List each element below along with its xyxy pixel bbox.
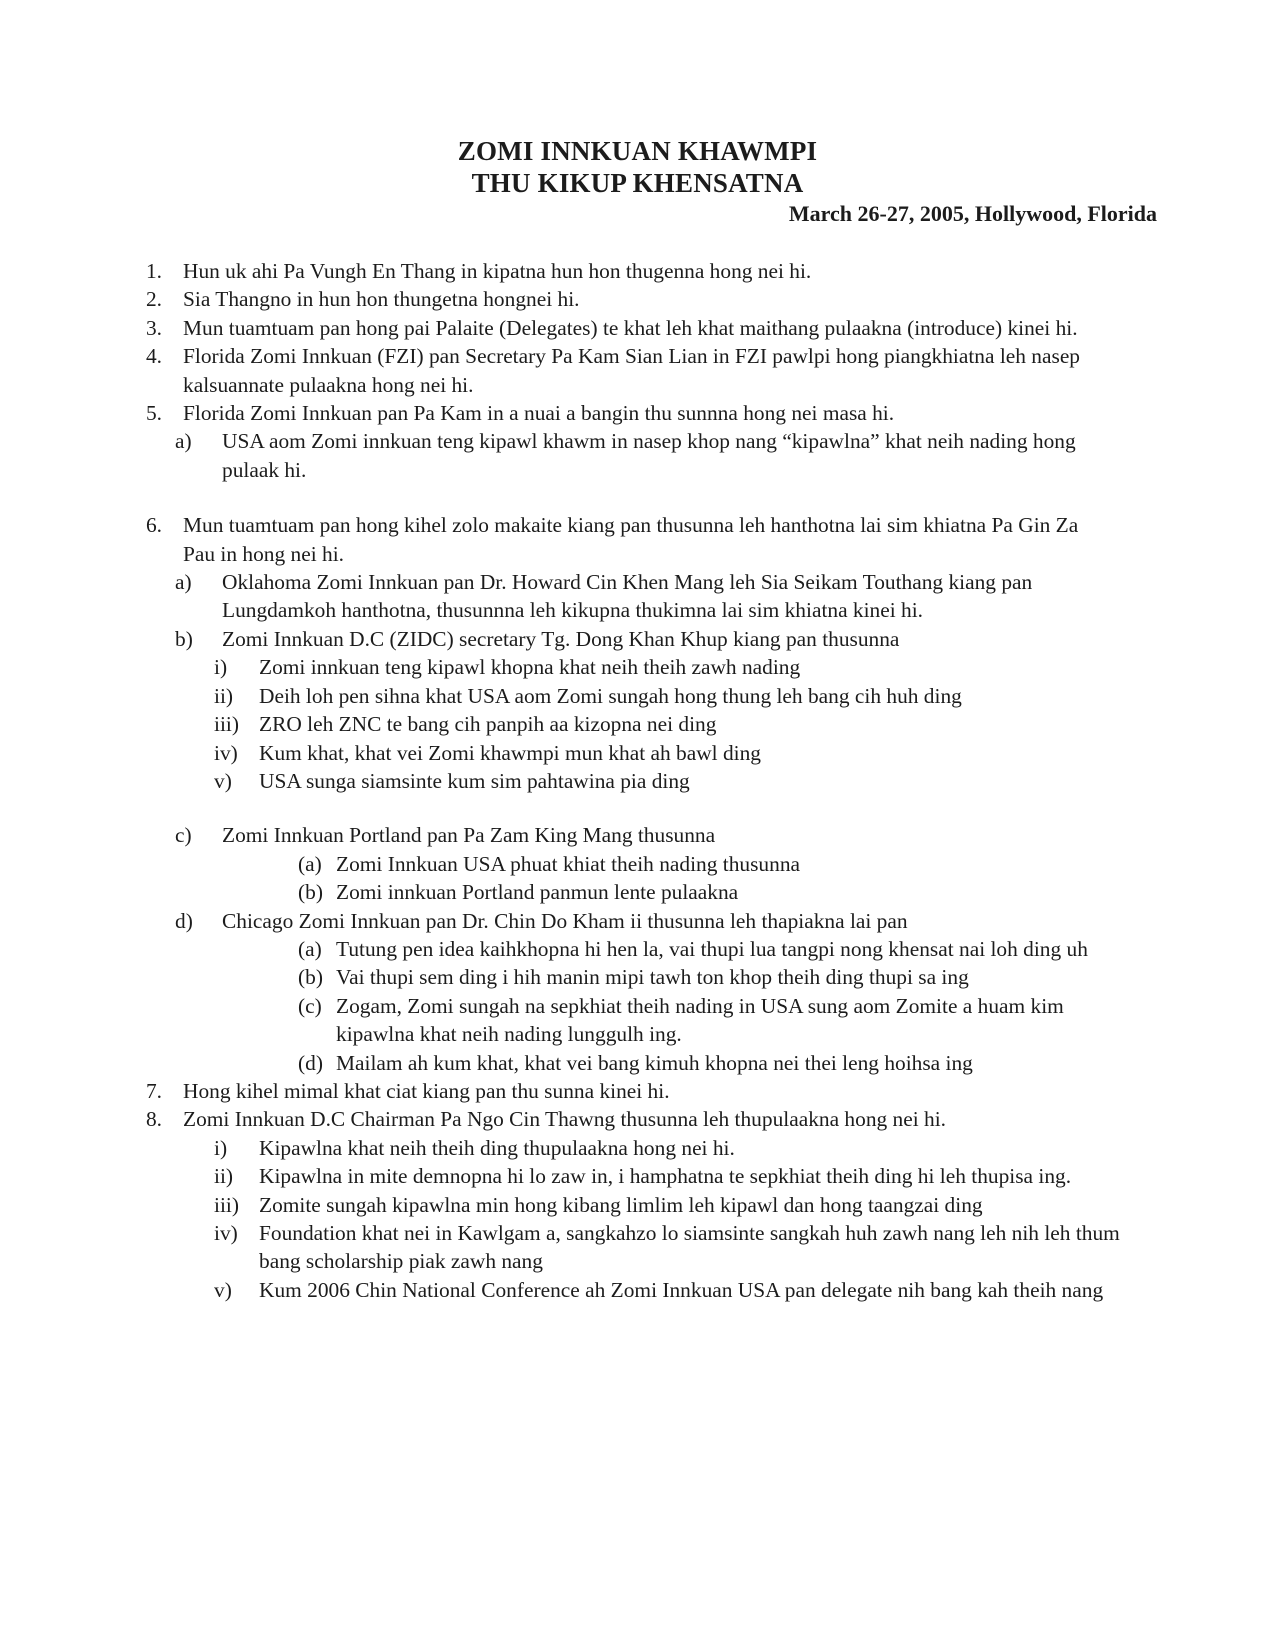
date-location: March 26-27, 2005, Hollywood, Florida (788, 201, 1157, 226)
list-subsubitem-6b-i (0, 653, 1275, 681)
subsubitem-text: Mailam ah kum khat, khat vei bang kimuh khopna nei thei leng hoihsa ing (336, 1050, 973, 1075)
item-number: 4. (145, 344, 162, 369)
subitem-text: Oklahoma Zomi Innkuan pan Dr. Howard Cin Khen Mang leh Sia Seikam Touthang kiang pan Lungdamkoh hanthotna, thusunnna leh kikupna thukimna lai sim khiatna kinei hi. (222, 570, 1033, 623)
list-subsubitem-6c-b (0, 878, 1275, 906)
list-item-3 (0, 314, 1275, 342)
subitem-label: i) (214, 1135, 228, 1160)
item-text: Mun tuamtuam pan hong kihel zolo makaite kiang pan thusunna leh hanthotna lai sim khiatna Pa Gin Za Pau in hong nei hi. (183, 513, 1079, 566)
list-item-4 (0, 342, 1275, 399)
subsubitem-label: (d) (298, 1050, 323, 1075)
subitem-label: d) (175, 908, 193, 933)
item-text: Hun uk ahi Pa Vungh En Thang in kipatna hun hon thugenna hong nei hi. (183, 259, 812, 283)
subitem-label: b) (175, 626, 193, 651)
list-subitem-8-v (0, 1276, 1275, 1304)
list-item-1 (0, 257, 1275, 285)
subsubitem-label: v) (214, 768, 232, 793)
subsubitem-label: iii) (214, 712, 239, 737)
subsubitem-text: ZRO leh ZNC te bang cih panpih aa kizopna nei ding (259, 712, 717, 737)
subitem-label: a) (175, 429, 192, 454)
list-item-5 (0, 399, 1275, 427)
list-subsubitem-6d-d (0, 1049, 1275, 1077)
subsubitem-text: Zomi innkuan teng kipawl khopna khat neih theih zawh nading (259, 655, 801, 680)
list-subsubitem-6d-c (0, 992, 1275, 1049)
list-subsubitem-6b-iv (0, 739, 1275, 767)
subitem-text: Kipawlna khat neih theih ding thupulaakna hong nei hi. (259, 1135, 735, 1160)
subsubitem-label: iv) (214, 740, 238, 765)
item-number: 1. (145, 259, 162, 283)
subsubitem-text: Zogam, Zomi sungah na sepkhiat theih nading in USA sung aom Zomite a huam kim kipawlna khat neih nading lunggulh ing. (336, 993, 1064, 1047)
list-item-7 (0, 1077, 1275, 1105)
item-number: 3. (145, 315, 162, 340)
list-item-6 (0, 511, 1275, 568)
item-text: Florida Zomi Innkuan pan Pa Kam in a nuai a bangin thu sunnna hong nei masa hi. (183, 401, 895, 426)
list-subitem-6b (0, 625, 1275, 653)
item-number: 2. (145, 287, 162, 312)
list-subitem-5a (0, 427, 1275, 484)
list-subsubitem-6b-iii (0, 710, 1275, 738)
item-text: Hong kihel mimal khat ciat kiang pan thu sunna kinei hi. (183, 1078, 670, 1103)
list-subsubitem-6d-a (0, 935, 1275, 963)
list-subsubitem-6c-a (0, 850, 1275, 878)
item-number: 6. (145, 513, 162, 538)
subsubitem-text: Zomi innkuan Portland panmun lente pulaakna (336, 880, 739, 905)
subsubitem-text: Vai thupi sem ding i hih manin mipi tawh ton khop theih ding thupi sa ing (336, 965, 969, 990)
subsubitem-label: (a) (298, 851, 322, 876)
list-subitem-8-iv (0, 1219, 1275, 1276)
subitem-label: c) (175, 823, 192, 848)
item-text: Sia Thangno in hun hon thungetna hongnei hi. (183, 287, 580, 312)
list-subsubitem-6d-b (0, 963, 1275, 991)
subitem-label: a) (175, 570, 192, 595)
list-subitem-6a (0, 568, 1275, 625)
subitem-label: v) (214, 1277, 232, 1302)
item-number: 5. (145, 401, 162, 426)
subsubitem-text: USA sunga siamsinte kum sim pahtawina pia ding (259, 768, 690, 793)
list-subitem-6c (0, 821, 1275, 849)
subitem-text: Zomite sungah kipawlna min hong kibang limlim leh kipawl dan hong taangzai ding (259, 1192, 983, 1217)
list-subitem-8-i (0, 1134, 1275, 1162)
subsubitem-text: Tutung pen idea kaihkhopna hi hen la, vai thupi lua tangpi nong khensat nai loh ding uh (336, 936, 1088, 961)
spacer (0, 795, 1275, 821)
list-subitem-8-iii (0, 1191, 1275, 1219)
document-title-line1: ZOMI INNKUAN KHAWMPI (457, 136, 818, 166)
item-text: Florida Zomi Innkuan (FZI) pan Secretary Pa Kam Sian Lian in FZI pawlpi hong piangkhiatna leh nasep kalsuannate pulaakna hong nei hi. (183, 344, 1081, 397)
subitem-text: Zomi Innkuan Portland pan Pa Zam King Mang thusunna (222, 823, 716, 848)
subitem-label: ii) (214, 1164, 234, 1189)
subitem-label: iii) (214, 1192, 239, 1217)
item-number: 7. (145, 1078, 162, 1103)
subsubitem-label: (a) (298, 936, 322, 961)
subitem-text: Zomi Innkuan D.C (ZIDC) secretary Tg. Dong Khan Khup kiang pan thusunna (222, 626, 900, 651)
item-text: Zomi Innkuan D.C Chairman Pa Ngo Cin Thawng thusunna leh thupulaakna hong nei hi. (183, 1107, 947, 1132)
list-item-2 (0, 285, 1275, 313)
subitem-text: Foundation khat nei in Kawlgam a, sangkahzo lo siamsinte sangkah huh zawh nang leh nih leh thum bang scholarship piak zawh nang (259, 1221, 1120, 1274)
subitem-text: Kipawlna in mite demnopna hi lo zaw in, i hamphatna te sepkhiat theih ding hi leh thupisa ing. (259, 1164, 1072, 1189)
spacer (0, 484, 1275, 511)
item-number: 8. (145, 1107, 162, 1132)
subitem-label: iv) (214, 1221, 238, 1245)
subitem-text: Kum 2006 Chin National Conference ah Zomi Innkuan USA pan delegate nih bang kah theih nang (259, 1277, 1104, 1302)
subsubitem-label: (c) (298, 993, 322, 1018)
document-title-line2: THU KIKUP KHENSATNA (471, 168, 804, 198)
list-subsubitem-6b-ii (0, 682, 1275, 710)
subitem-text: USA aom Zomi innkuan teng kipawl khawm in nasep khop nang “kipawlna” khat neih nading hong pulaak hi. (222, 429, 1076, 482)
subsubitem-text: Zomi Innkuan USA phuat khiat theih nading thusunna (336, 851, 801, 876)
subitem-text: Chicago Zomi Innkuan pan Dr. Chin Do Kham ii thusunna leh thapiakna lai pan (222, 908, 908, 933)
subsubitem-label: ii) (214, 683, 234, 708)
subsubitem-label: (b) (298, 880, 323, 905)
list-subsubitem-6b-v (0, 767, 1275, 795)
list-subitem-8-ii (0, 1162, 1275, 1190)
item-text: Mun tuamtuam pan hong pai Palaite (Delegates) te khat leh khat maithang pulaakna (introduce) kinei hi. (183, 315, 1078, 340)
subsubitem-label: i) (214, 655, 228, 680)
minutes-list (0, 257, 1275, 1304)
subsubitem-label: (b) (298, 965, 323, 990)
list-subitem-6d (0, 907, 1275, 935)
list-item-8 (0, 1105, 1275, 1133)
subsubitem-text: Deih loh pen sihna khat USA aom Zomi sungah hong thung leh bang cih huh ding (259, 683, 962, 708)
subsubitem-text: Kum khat, khat vei Zomi khawmpi mun khat ah bawl ding (259, 740, 762, 765)
